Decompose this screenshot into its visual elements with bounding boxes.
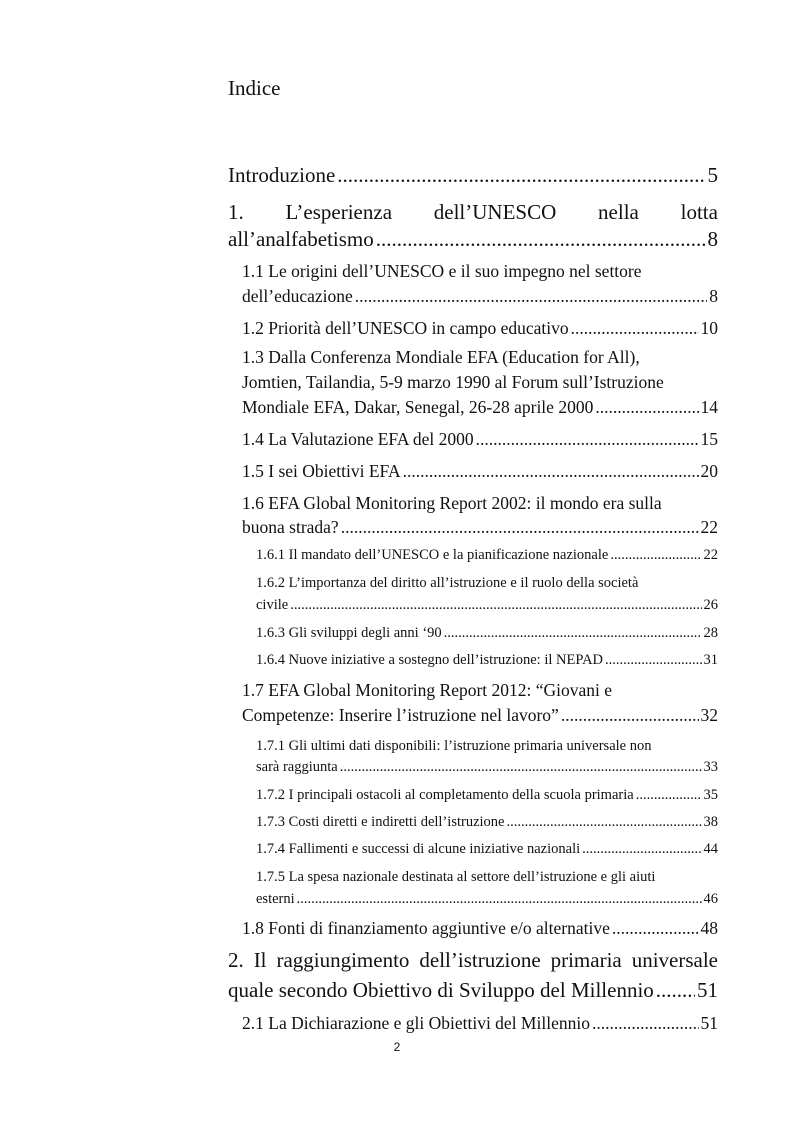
toc-entry-page: 8 (707, 227, 718, 251)
toc-entry-leader-line (242, 517, 718, 537)
toc-entry-leader-line (256, 841, 718, 858)
toc-entry-title: 1.6.4 Nuove iniziative a sostegno dell’istruzione: il NEPAD (256, 652, 604, 668)
toc-entry-leader-line (242, 1013, 718, 1033)
toc-entry-title: all’analfabetismo (228, 227, 374, 251)
toc-entry-page: 10 (700, 318, 718, 338)
toc-entry-leader-line (256, 625, 718, 642)
toc-entry-page: 5 (707, 163, 718, 187)
toc-entry-leader-line (242, 705, 718, 725)
toc-heading: Indice (228, 76, 281, 100)
dot-leader (592, 1013, 699, 1033)
toc-entry-line: 1.7.5 La spesa nazionale destinata al settore dell’istruzione e gli aiuti (256, 869, 656, 885)
toc-entry-title: dell’educazione (242, 286, 353, 306)
toc-entry-word: primaria (550, 948, 622, 972)
dot-leader (571, 318, 699, 338)
toc-entry-page: 28 (703, 625, 718, 641)
toc-entry-leader-line (242, 397, 718, 417)
toc-entry-title: sarà raggiunta (256, 759, 338, 775)
toc-entry-page: 38 (703, 814, 718, 830)
toc-entry-title: 1.6.3 Gli sviluppi degli anni ‘90 (256, 625, 442, 641)
toc-entry-title: Mondiale EFA, Dakar, Senegal, 26-28 aprile 2000 (242, 397, 594, 417)
toc-entry-title: 1.7.4 Fallimenti e successi di alcune iniziative nazionali (256, 841, 581, 857)
toc-entry-title: buona strada? (242, 517, 339, 537)
toc-entry-page: 22 (700, 517, 718, 537)
toc-entry-word: dell’istruzione (419, 948, 541, 972)
toc-entry-page: 35 (703, 787, 718, 803)
toc-entry-page: 20 (700, 461, 718, 481)
toc-entry-line: 1.6 EFA Global Monitoring Report 2002: il mondo era sulla (242, 493, 662, 513)
dot-leader (561, 705, 699, 725)
toc-entry-page: 22 (703, 547, 718, 563)
dot-leader (612, 918, 699, 938)
toc-entry-title: 1.4 La Valutazione EFA del 2000 (242, 429, 474, 449)
toc-entry-page: 32 (700, 705, 718, 725)
toc-entry-leader-line (228, 978, 718, 1002)
toc-entry-page: 14 (700, 397, 718, 417)
dot-leader (341, 517, 699, 537)
toc-entry-title: 1.2 Priorità dell’UNESCO in campo educativo (242, 318, 569, 338)
toc-entry-line: 1.6.2 L’importanza del diritto all’istruzione e il ruolo della società (256, 575, 639, 591)
toc-entry-title: Introduzione (228, 163, 336, 187)
toc-entry-line: 1.3 Dalla Conferenza Mondiale EFA (Education for All), (242, 347, 640, 367)
toc-entry-leader-line (242, 286, 718, 306)
dot-leader (595, 397, 698, 417)
dot-leader (444, 625, 702, 642)
dot-leader (403, 461, 699, 481)
toc-entry-leader-line (242, 429, 718, 449)
toc-entry-page: 8 (709, 286, 718, 306)
toc-entry-title: 1.7.3 Costi diretti e indiretti dell’istruzione (256, 814, 505, 830)
toc-entry-title: 1.5 I sei Obiettivi EFA (242, 461, 401, 481)
toc-entry-page: 44 (703, 841, 718, 857)
dot-leader (582, 841, 701, 858)
dot-leader (636, 787, 702, 804)
toc-entry-title: 1.6.1 Il mandato dell’UNESCO e la pianificazione nazionale (256, 547, 609, 563)
dot-leader (337, 163, 705, 187)
toc-entry-line: Jomtien, Tailandia, 5-9 marzo 1990 al Forum sull’Istruzione (242, 372, 664, 392)
toc-entry-page: 15 (700, 429, 718, 449)
dot-leader (297, 891, 702, 908)
toc-entry-leader-line (256, 814, 718, 831)
toc-entry-word: lotta (680, 200, 718, 224)
toc-entry-line (228, 948, 718, 972)
toc-entry-title: esterni (256, 891, 295, 907)
toc-entry-page: 51 (700, 1013, 718, 1033)
toc-entry-leader-line (242, 918, 718, 938)
toc-entry-leader-line (256, 891, 718, 908)
toc-entry-word: 2. (228, 948, 244, 972)
toc-entry-word: nella (598, 200, 639, 224)
toc-entry-word: L’esperienza (285, 200, 393, 224)
toc-entry-leader-line (228, 163, 718, 187)
toc-entry-word: raggiungimento (276, 948, 410, 972)
toc-entry-title: 1.7.2 I principali ostacoli al completamento della scuola primaria (256, 787, 634, 803)
toc-entry-page: 48 (700, 918, 718, 938)
toc-entry-page: 51 (697, 978, 718, 1002)
toc-entry-leader-line (242, 461, 718, 481)
toc-entry-line: 1.7 EFA Global Monitoring Report 2012: “Giovani e (242, 680, 613, 700)
toc-entry-title: Competenze: Inserire l’istruzione nel lavoro” (242, 705, 559, 725)
dot-leader (355, 286, 707, 306)
toc-entry-leader-line (256, 759, 718, 776)
dot-leader (290, 597, 701, 614)
toc-entry-leader-line (242, 318, 718, 338)
toc-entry-page: 46 (703, 891, 718, 907)
toc-entry-title: 2.1 La Dichiarazione e gli Obiettivi del Millennio (242, 1013, 590, 1033)
toc-entry-leader-line (228, 227, 718, 251)
toc-entry-title: quale secondo Obiettivo di Sviluppo del Millennio (228, 978, 654, 1002)
toc-entry-leader-line (256, 597, 718, 614)
toc-entry-line: 1.7.1 Gli ultimi dati disponibili: l’istruzione primaria universale non (256, 738, 652, 754)
toc-entry-leader-line (256, 787, 718, 804)
toc-entry-page: 26 (703, 597, 718, 613)
page-number: 2 (393, 1040, 401, 1054)
toc-entry-line: 1.1 Le origini dell’UNESCO e il suo impegno nel settore (242, 261, 642, 281)
toc-entry-page: 31 (703, 652, 718, 668)
toc-entry-leader-line (256, 652, 718, 669)
dot-leader (656, 978, 695, 1002)
dot-leader (506, 814, 701, 831)
toc-entry-word: universale (631, 948, 718, 972)
toc-entry-title: civile (256, 597, 289, 613)
dot-leader (376, 227, 706, 251)
toc-entry-leader-line (256, 547, 718, 564)
toc-entry-title: 1.8 Fonti di finanziamento aggiuntive e/o alternative (242, 918, 610, 938)
dot-leader (340, 759, 702, 776)
toc-entry-line (228, 200, 718, 224)
toc-entry-word: dell’UNESCO (433, 200, 557, 224)
toc-entry-page: 33 (703, 759, 718, 775)
dot-leader (605, 652, 701, 669)
dot-leader (610, 547, 701, 564)
toc-entry-word: Il (253, 948, 267, 972)
toc-entry-word: 1. (228, 200, 244, 224)
dot-leader (476, 429, 699, 449)
